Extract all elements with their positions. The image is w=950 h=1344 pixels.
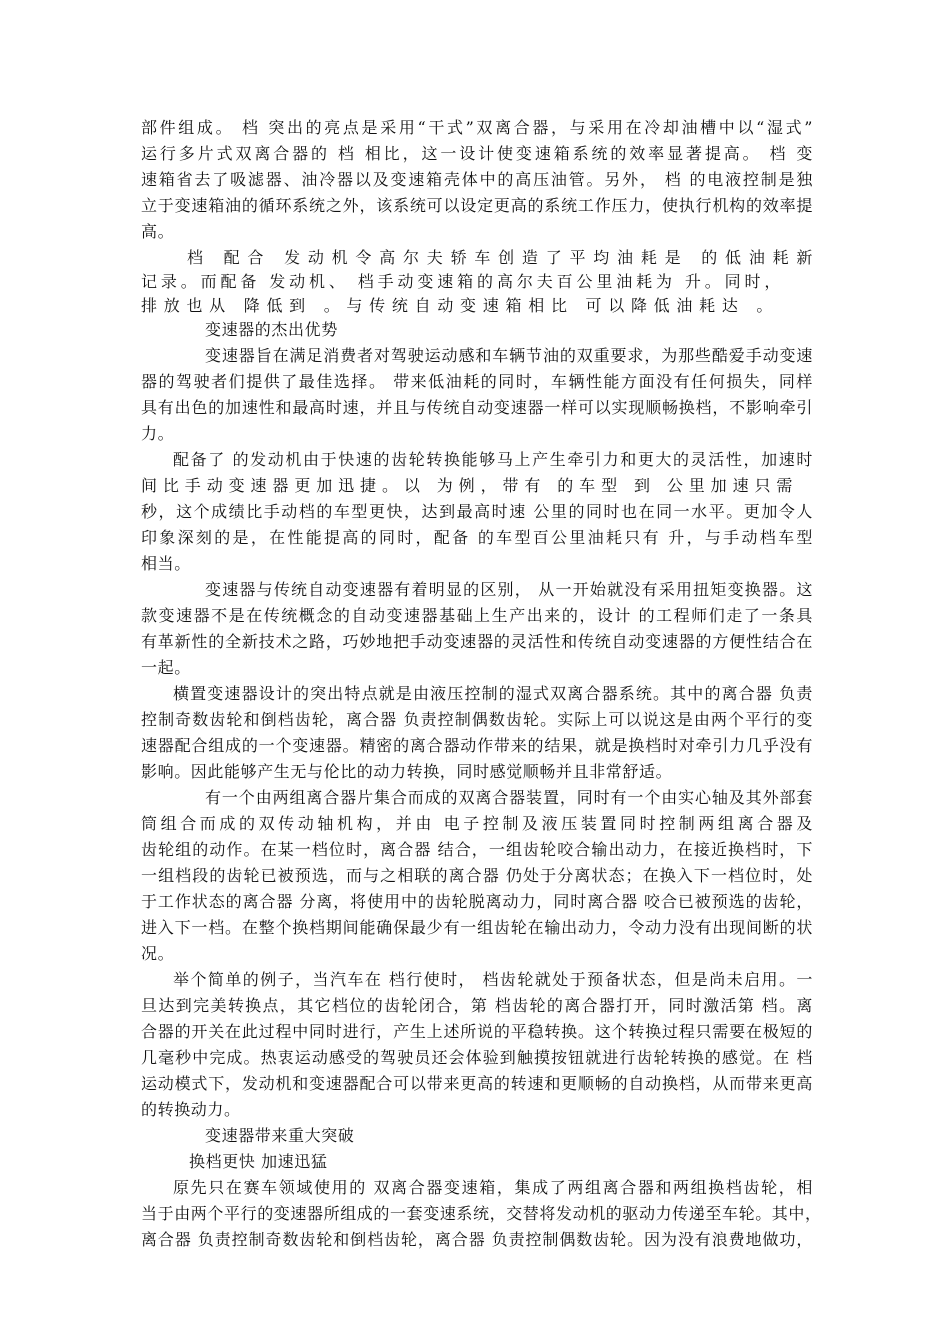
text-line: 原先只在赛车领域使用的 双离合器变速箱，集成了两组离合器和两组换档齿轮，相	[173, 1178, 813, 1197]
text-line: 一起。	[141, 658, 191, 677]
text-line: 速器配合组成的一个变速器。精密的离合器动作带来的结果，就是换档时对牵引力几乎没有	[141, 736, 813, 755]
text-line: 档 配合 发动机令高尔夫轿车创造了平均油耗是 的低油耗新	[187, 248, 813, 267]
text-line: 部件组成。 档 突出的亮点是采用“干式”双离合器，与采用在冷却油槽中以“湿式”	[141, 118, 813, 137]
text-line: 具有出色的加速性和最高时速，并且与传统自动变速器一样可以实现顺畅换档，不影响牵引	[141, 398, 813, 417]
text-line: 齿轮组的动作。在某一档位时，离合器 结合，一组齿轮咬合输出动力，在接近换档时，下	[141, 840, 813, 859]
text-line: 一组档段的齿轮已被预选，而与之相联的离合器 仍处于分离状态；在换入下一档位时，处	[141, 866, 813, 885]
text-line: 有一个由两组离合器片集合而成的双离合器装置，同时有一个由实心轴及其外部套	[205, 788, 813, 807]
text-line: 记录。而配备 发动机、 档手动变速箱的高尔夫百公里油耗为 升。同时，	[141, 272, 781, 291]
text-line: 排放也从 降低到 。与传统自动变速箱相比 可以降低油耗达 。	[141, 296, 773, 315]
text-line: 横置变速器设计的突出特点就是由液压控制的湿式双离合器系统。其中的离合器 负责	[173, 684, 813, 703]
text-line: 筒组合而成的双传动轴机构，并由 电子控制及液压装置同时控制两组离合器及	[141, 814, 813, 833]
text-line: 控制奇数齿轮和倒档齿轮，离合器 负责控制偶数齿轮。实际上可以说这是由两个平行的变	[141, 710, 813, 729]
text-line: 于工作状态的离合器 分离，将使用中的齿轮脱离动力，同时离合器 咬合已被预选的齿轮，	[141, 892, 813, 911]
text-line: 变速器旨在满足消费者对驾驶运动感和车辆节油的双重要求，为那些酷爱手动变速	[205, 346, 813, 365]
text-line: 当于由两个平行的变速器所组成的一套变速系统，交替将发动机的驱动力传递至车轮。其中，	[141, 1204, 822, 1223]
text-line: 有革新性的全新技术之路，巧妙地把手动变速器的灵活性和传统自动变速器的方便性结合在	[141, 632, 813, 651]
text-line: 离合器 负责控制奇数齿轮和倒档齿轮，离合器 负责控制偶数齿轮。因为没有浪费地做功，	[141, 1230, 813, 1249]
text-line: 况。	[141, 944, 175, 963]
section-subheading: 换档更快 加速迅猛	[189, 1152, 328, 1171]
text-line: 进入下一档。在整个换档期间能确保最少有一组齿轮在输出动力，令动力没有出现间断的状	[141, 918, 813, 937]
text-line: 间比手动变速器更加迅捷。以 为例，带有 的车型 到 公里加速只需	[141, 476, 793, 495]
text-line: 几毫秒中完成。热衷运动感受的驾驶员还会体验到触摸按钮就进行齿轮转换的感觉。在 档	[141, 1048, 813, 1067]
text-line: 举个简单的例子，当汽车在 档行使时， 档齿轮就处于预备状态，但是尚未启用。一	[173, 970, 813, 989]
text-line: 秒，这个成绩比手动档的车型更快，达到最高时速 公里的同时也在同一水平。更加令人	[141, 502, 813, 521]
text-line: 合器的开关在此过程中同时进行，产生上述所说的平稳转换。这个转换过程只需要在极短的	[141, 1022, 813, 1041]
text-line: 器的驾驶者们提供了最佳选择。 带来低油耗的同时，车辆性能方面没有任何损失，同样	[141, 372, 813, 391]
text-line: 款变速器不是在传统概念的自动变速器基础上生产出来的，设计 的工程师们走了一条具	[141, 606, 813, 625]
text-line: 印象深刻的是，在性能提高的同时，配备 的车型百公里油耗只有 升，与手动档车型	[141, 528, 813, 547]
text-line: 运行多片式双离合器的 档 相比，这一设计使变速箱系统的效率显著提高。 档 变	[141, 144, 813, 163]
text-line: 变速器与传统自动变速器有着明显的区别， 从一开始就没有采用扭矩变换器。这	[205, 580, 813, 599]
text-line: 力。	[141, 424, 175, 443]
text-line: 影响。因此能够产生无与伦比的动力转换，同时感觉顺畅并且非常舒适。	[141, 762, 673, 781]
text-line: 的转换动力。	[141, 1100, 241, 1119]
section-heading: 变速器的杰出优势	[205, 320, 338, 339]
text-line: 速箱省去了吸滤器、油冷器以及变速箱壳体中的高压油管。另外， 档 的电液控制是独	[141, 170, 813, 189]
text-line: 高。	[141, 222, 175, 241]
text-line: 配备了 的发动机由于快速的齿轮转换能够马上产生牵引力和更大的灵活性，加速时	[173, 450, 813, 469]
section-heading: 变速器带来重大突破	[205, 1126, 355, 1145]
text-line: 运动模式下，发动机和变速器配合可以带来更高的转速和更顺畅的自动换档，从而带来更高	[141, 1074, 813, 1093]
text-line: 相当。	[141, 554, 191, 573]
text-line: 旦达到完美转换点，其它档位的齿轮闭合，第 档齿轮的离合器打开，同时激活第 档。离	[141, 996, 813, 1015]
text-line: 立于变速箱油的循环系统之外，该系统可以设定更高的系统工作压力，使执行机构的效率提	[141, 196, 813, 215]
